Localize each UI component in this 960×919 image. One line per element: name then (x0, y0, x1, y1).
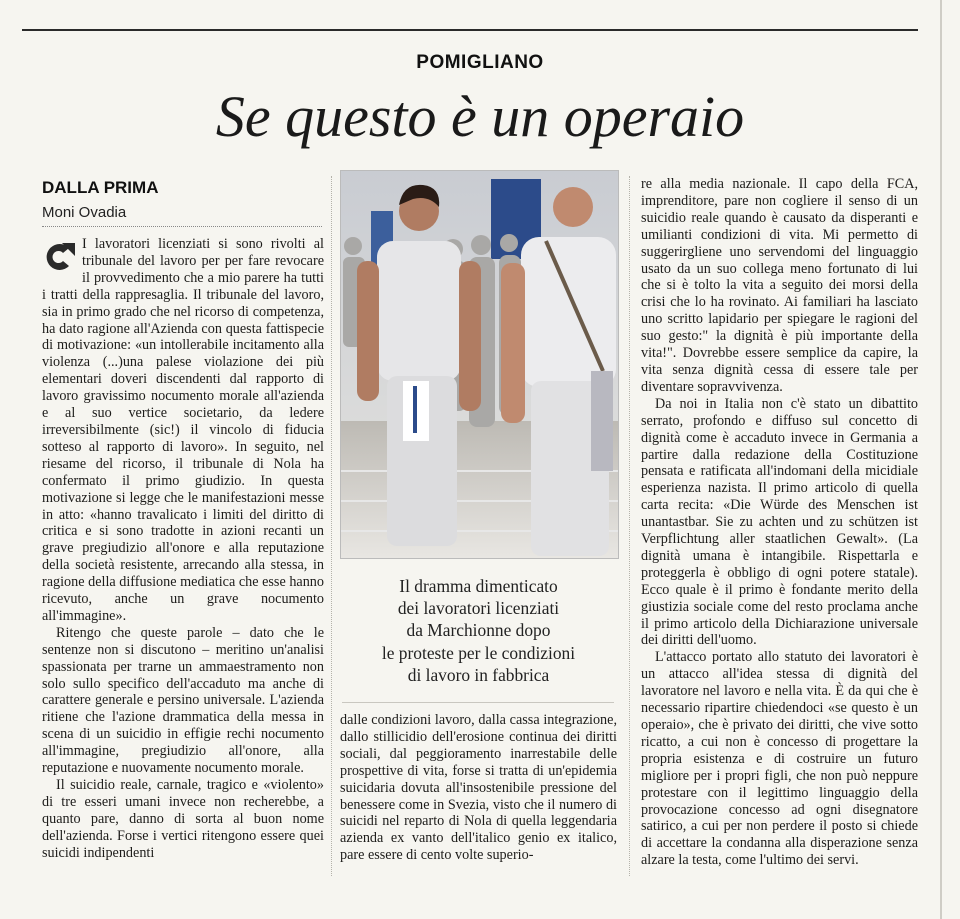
paragraph: Ritengo che queste parole – dato che le sentenze non si discutono – meritino un'analisi spassionata per trarne un ammaestramento non solo sullo specifico dell'accaduto ma anche di carattere generale e persino universale. L'azienda ritiene che l'azione drammatica della messa in scena di un suicidio in effigie rechi nocumento all'immagine, pregiudizio all'onore, alla reputazione e nuovamente nocumento morale. (42, 624, 324, 777)
article-column-1 (42, 236, 324, 862)
paragraph: I lavoratori licenziati si sono rivolti al tribunale del lavoro per per fare revocare il provvedimento che a mio parere ha tutti i tratti della rappresaglia. Il tribunale del lavoro, sia in primo grado che nel ricorso di competenza, ha dato ragione all'Azienda con questa fattispecie di motivazione: «un intollerabile incitamento alla violenza (...)una palese violazione dei più elementari doveri discendenti dal rapporto di lavoro gravissimo nocumento morale all'azienda e al suo vertice societario, da ledere irreversibilmente (sic!) il vincolo di fiducia sotteso al rapporto di lavoro». In seguito, nel riesame del ricorso, il tribunale di Nola ha confermato il primo giudizio. In questa motivazione si legge che le manifestazioni messe in atto: «hanno travalicato i limiti del diritto di critica e si sono tradotte in azioni recanti un grave pregiudizio all'onore e alla reputazione della società resistente, arrecando alla stessa, in ragione della diffusione mediatica che esse hanno ricevuto, anche un grave nocumento all'immagine». (42, 236, 324, 624)
paragraph: Da noi in Italia non c'è stato un dibattito serrato, profondo e diffuso sul concetto di dignità come è accaduto invece in Germania a partire dalla redazione della Costituzione pensata e ratificata all'indomani della micidiale esperienza nazista. Il primo articolo di quella carta recita: «Die Würde des Menschen ist unantastbar. Sie zu achten und zu schützen ist Verpflichtung aller staatlichen Gewalt». (La dignità umana è intangibile. Rispettarla e proteggerla è obbligo di ogni potere statale). Ecco quale è il primo è fondante merito della giustizia sociale come del resto proclama anche il primo articolo della Dichiarazione universale dei diritti dell'uomo. (641, 395, 918, 649)
section-label: DALLA PRIMA (42, 178, 159, 197)
photo-caption (340, 575, 617, 686)
paragraph: re alla media nazionale. Il capo della FCA, imprenditore, pare non cogliere il senso di un suicidio reale quando è causato da disperanti e umilianti condizioni di vita. Mi permetto di suggerirgliene uno servendomi del linguaggio usato da un suo collega meno fortunato di lui che si è tolto la vita a seguito dei morsi della crisi che lo ha rovinato. Ai familiari ha lasciato uno scritto lapidario per spiegare le ragioni del suo gesto:" la dignità è più importante della vita!". Dovrebbe essere semplice da capire, la vita senza dignità cessa di essere tale per diventare sopravvivenza. (641, 176, 918, 395)
article-column-2 (340, 712, 617, 864)
headline: Se questo è un operaio (215, 84, 745, 149)
article-column-3 (641, 176, 918, 869)
column-gutter (629, 176, 630, 876)
article-photo (340, 170, 619, 559)
c-dropcap-icon (42, 239, 76, 275)
caption-line: dei lavoratori licenziati (397, 598, 560, 619)
column-gutter (331, 176, 332, 876)
workers-photo-illustration (341, 171, 618, 558)
byline-rule (42, 226, 322, 227)
caption-line: di lavoro in fabbrica (407, 664, 550, 685)
caption-line: le proteste per le condizioni (381, 642, 576, 663)
paragraph: dalle condizioni lavoro, dalla cassa integrazione, dallo stillicidio dell'erosione continua dei diritti sociali, dal peggioramento inarrestabile delle prospettive di vita, forse si tratta di un'epidemia suicidaria dovuta all'insostenibile pressione del benessere come in Svezia, visto che il numero di suicidi nel reparto di Nola di quella leggendaria azienda ex vanto dell'italico genio ex italico, pare essere di cento volte superio- (340, 712, 617, 864)
caption-line: Il dramma dimenticato (399, 576, 558, 596)
top-rule (22, 29, 918, 31)
caption-line: da Marchionne dopo (406, 620, 551, 641)
author-name: Moni Ovadia (42, 204, 127, 221)
caption-rule (342, 702, 614, 703)
kicker: POMIGLIANO (416, 52, 544, 73)
paragraph: L'attacco portato allo statuto dei lavoratori è un attacco all'idea stessa di dignità del lavoratore nel lavoro e nella vita. È da qui che è necessario ripartire chiedendoci «se questo è un operaio», che è privato dei diritti, che vive sotto ricatto, a cui non è concesso di progettare la propria esistenza e di costruire un futuro migliore per i propri figli, che non può neppure protestare con il legittimo linguaggio della provocazione concesso ad ogni disegnatore satirico, a cui per non perdere il posto si chiede di accettare la condanna alla disperazione senza alzare la testa, come l'ultimo dei servi. (641, 649, 918, 869)
paragraph: Il suicidio reale, carnale, tragico e «violento» di tre esseri umani invece non recherebbe, a quanto pare, danno di sorta al buon nome dell'azienda. Forse i vertici ritengono essere quei suicidi indipendenti (42, 777, 324, 861)
